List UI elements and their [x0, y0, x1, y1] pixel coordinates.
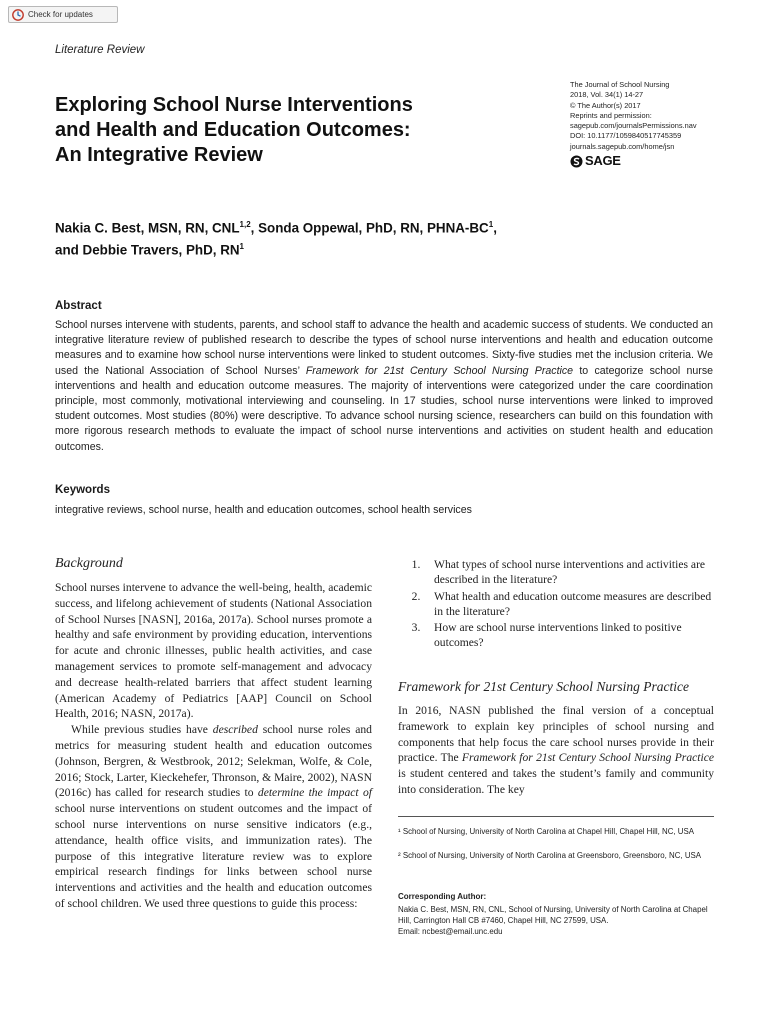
keywords-text: integrative reviews, school nurse, health and education outcomes, school health services — [55, 504, 472, 516]
question-item — [398, 620, 714, 651]
background-body — [55, 580, 372, 912]
bg-p2-emphasis-2: determine the impact of — [257, 786, 372, 800]
journal-volume: 2018, Vol. 34(1) 14-27 — [570, 90, 644, 100]
journal-home-link[interactable]: journals.sagepub.com/home/jsn — [570, 141, 675, 151]
question-number: 1. — [411, 558, 421, 571]
corresponding-author-details — [398, 904, 714, 938]
background-heading: Background — [55, 556, 123, 571]
corresponding-author-email[interactable]: Email: ncbest@email.unc.edu — [398, 927, 503, 937]
question-text: How are school nurse interventions linked to positive outcomes? — [434, 621, 682, 650]
question-number: 3. — [411, 621, 421, 635]
footnote-1: ¹ School of Nursing, University of North Carolina at Chapel Hill, Chapel Hill, NC, USA — [398, 827, 695, 836]
footnote-divider — [398, 816, 714, 817]
question-item — [398, 557, 714, 588]
footnote-2: ² School of Nursing, University of North Carolina at Greensboro, Greensboro, NC, USA — [398, 851, 702, 860]
journal-reprints: Reprints and permission: — [570, 110, 652, 120]
update-icon — [12, 9, 24, 21]
author-travers-affil: 1 — [239, 242, 244, 252]
author-travers: and Debbie Travers, PhD, RN — [55, 242, 240, 258]
author-best: Nakia C. Best, MSN, RN, CNL — [55, 220, 240, 236]
keywords-heading: Keywords — [55, 484, 110, 496]
author-oppewal-affil: 1 — [488, 220, 494, 229]
journal-name: The Journal of School Nursing — [570, 80, 670, 89]
background-paragraph-1: School nurses intervene to advance the well-being, health, academic success, and lifelong achievement of students (National Association of School Nurses [NASN], 2016a, 2017a). School nurses promote a healthy and safe environment by providing education, interventions for acute and chronic illnesses, public health activities, and case management services to promote self-management and advocacy and decrease health-related barriers that affect student learning (American Academy of Pediatrics [AAP] Council on School Health, 2016; NASN, 2017a). — [55, 581, 372, 721]
section-label: Literature Review — [55, 44, 145, 56]
author-list — [55, 215, 715, 260]
article-title — [55, 93, 525, 168]
title-line-1: Exploring School Nurse Interventions — [55, 94, 413, 116]
bg-p2-text-a: While previous studies have — [71, 723, 213, 737]
publisher-name: SAGE — [585, 153, 621, 169]
bg-p2-emphasis-1: described — [212, 723, 258, 737]
research-questions — [398, 557, 714, 652]
sage-logo — [570, 155, 755, 168]
sage-mark-icon — [570, 155, 583, 168]
title-line-3: An Integrative Review — [55, 144, 263, 166]
abstract-text — [55, 318, 713, 455]
check-for-updates-button[interactable] — [8, 6, 118, 23]
abstract-part-2: to categorize school nurse interventions and health and education outcome measures. The majority of interventions were categorized under the care coordination principle, most commonly, motivational interviewing and counseling. In 17 studies, school nurse interventions were linked to improved student outcomes. Most studies (80%) were descriptive. To advance school nursing science, researchers can build on this foundation with more rigorous research methods to evaluate the impact of school nurse interventions and activities on student health and education outcomes. — [55, 364, 714, 453]
journal-copyright: © The Author(s) 2017 — [570, 100, 641, 110]
corresponding-author-address: Nakia C. Best, MSN, RN, CNL, School of Nursing, University of North Carolina at Chapel Hill, Carrington Hall CB #7460, Chapel Hill, NC 27599, USA. — [398, 905, 708, 926]
fw-emphasis: Framework for 21st Century School Nursing Practice — [461, 751, 714, 765]
question-item — [398, 589, 714, 620]
fw-text-a: In 2016, NASN published the final version of a conceptual framework to explain key principles of school nursing and components that help focus the care school nurses provide in their practice. The — [398, 704, 714, 765]
author-separator: , — [493, 220, 497, 236]
permissions-link[interactable]: sagepub.com/journalsPermissions.nav — [570, 121, 697, 131]
framework-body — [398, 703, 714, 798]
framework-heading: Framework for 21st Century School Nursing Practice — [398, 679, 689, 694]
author-best-affil: 1,2 — [239, 220, 251, 229]
author-oppewal: , Sonda Oppewal, PhD, RN, PHNA-BC — [250, 220, 489, 236]
question-text: What health and education outcome measures are described in the literature? — [434, 589, 712, 618]
abstract-framework-title: Framework for 21st Century School Nursing Practice — [305, 364, 574, 377]
bg-p2-text-b: school nurse roles and metrics for measuring student health and education outcomes (Johnson, Bergren, & Westbrook, 2012; Selekman, Wolfe, & Cole, 2016; Stock, Larter, Kieckehefer, Thronson, & Maire, 2002), NASN (2016c) has called for research studies to — [55, 723, 372, 800]
question-number: 2. — [411, 589, 421, 603]
abstract-part-1: School nurses intervene with students, parents, and school staff to advance the health and academic success of students. We conducted an integrative literature review of published research to describe the types of school nurse interventions and health and education outcome measures and to examine how school nurse interventions were linked to student outcomes. Sixty-five studies met the inclusion criteria. We used the National Association of School Nurses’ — [55, 319, 713, 377]
bg-p2-text-c: school nurse interventions on student outcomes and the impact of school nurse interventions on nurse sensitive indicators (e.g., attendance, health office visits, and immunization rates). The purpose of this integrative literature review was to explore empirical research findings for links between school nurse interventions and activities and the health and education outcomes of school children. We used three questions to guide this process: — [55, 802, 372, 910]
background-paragraph-2 — [55, 722, 372, 912]
corresponding-author-heading: Corresponding Author: — [398, 892, 487, 901]
question-text: What types of school nurse interventions and activities are described in the literature? — [434, 558, 706, 587]
abstract-heading: Abstract — [55, 300, 102, 312]
check-for-updates-label: Check for updates — [28, 10, 93, 19]
fw-text-b: is student centered and takes the student’s family and community into consideration. The key — [398, 767, 714, 796]
title-line-2: and Health and Education Outcomes: — [55, 119, 411, 141]
doi-link[interactable]: DOI: 10.1177/1059840517745359 — [570, 131, 682, 141]
journal-info — [570, 80, 755, 168]
